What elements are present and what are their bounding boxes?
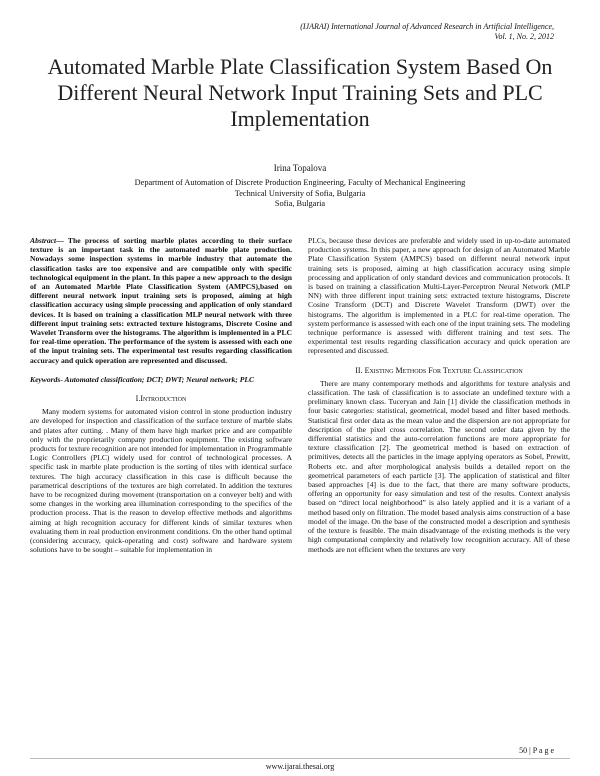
journal-volume: Vol. 1, No. 2, 2012 <box>494 32 554 41</box>
affiliation-line-1: Department of Automation of Discrete Production Engineering, Faculty of Mechanical Engineering <box>134 178 466 187</box>
footer-divider <box>30 758 570 759</box>
existing-methods-text: There are many contemporary methods and algorithms for texture analysis and classification. The task of classification is to associate an undefined texture with a preliminary known class. Tuceryan and Jain [1] divide the classification methods in four basic categories: statistical, geometrical, model based and filter based methods. Statistical first order data as the mean value and the dispersion are not appropriate for description of the pixel cross correlation. The second order data given by the differential statistics and the auto-correlation functions are more appropriate for texture classification [2]. The geometrical method is based on extraction of primitives, detects all the particles in the image applying operators as Sobel, Prewitt, Roberts etc. and after morphological analysis builds a detailed report on the geometrical parameters of each particle [3]. The application of statistical and filter based approaches [4] is due to the fact, that there are many software products, offering an opportunity for easy simulation and test of the results. Context analysis based on “direct local neighborhood” is also lately applied and it is a variant of a method based only on filtration. The model based analysis aims construction of a base model of the image. On the base of the constructed model a description and synthesis of the texture is feasible. The main disadvantage of the existing methods is the very high computational complexity and relatively low recognition accuracy. All of these methods are not efficient when the textures are very <box>308 378 570 554</box>
abstract <box>30 236 292 365</box>
author-affiliation <box>40 178 560 210</box>
page-number: 50 | P a g e <box>519 746 554 755</box>
abstract-label: Abstract <box>30 236 57 245</box>
section-heading-existing-methods: II. Existing Methods For Texture Classification <box>355 365 523 375</box>
left-column <box>30 236 292 555</box>
journal-name: (IJARAI) International Journal of Advanced Research in Artificial Intelligence, <box>300 22 554 31</box>
paper-title: Automated Marble Plate Classification System Based On Different Neural Network Input Training Sets and PLC Implementation <box>47 54 553 131</box>
author-name: Irina Topalova <box>273 163 327 173</box>
affiliation-line-3: Sofia, Bulgaria <box>274 199 326 208</box>
keywords: Keywords- Automated classification; DCT; DWT; Neural network; PLC <box>30 374 255 384</box>
footer-url: www.ijarai.thesai.org <box>265 762 335 771</box>
right-column <box>308 236 570 554</box>
introduction-continued: PLCs, because these devices are preferable and widely used in up-to-date automated production systems. In this paper, a new approach for design of an Automated Marble Plate Classification System (AMPCS) based on different neural network input training sets is proposed, aiming at high classification accuracy using simple processing and application of only standard devices and communication protocols. It is based on training a classification Multi-Layer-Perceptron Neural Network (MLP NN) with three different input training sets: extracted texture histograms, Discrete Cosine Transform (DCT) and Discrete Wavelet Transform (DWT) over the histograms. The algorithm is implemented in a PLC for real-time operation. The system performance is assessed with each one of the input training sets. The modeling technique performance is assessed with different training and test sets. The experimental test results regarding classification accuracy and quick operation are represented and discussed. <box>308 236 570 356</box>
section-heading-introduction: I.Introduction <box>135 394 187 404</box>
abstract-text: — The process of sorting marble plates according to their surface texture is an important task in the automated marble plate production. Nowadays some inspection systems in marble industry that automate the classification tasks are too expensive and are compatible only with specific technological equipment in the plant. In this paper a new approach to the design of an Automated Marble Plate Classification System (AMPCS),based on different neural network input training sets is proposed, aiming at high classification accuracy using simple processing and application of only standard devices. It is based on training a classification MLP neural network with three different input training sets: extracted texture histograms, Discrete Cosine and Wavelet Transform over the histograms. The algorithm is implemented in a PLC for real-time operation. The performance of the system is assessed with each one of the input training sets. The experimental test results regarding classification accuracy and quick operation are represented and discussed. <box>30 236 292 365</box>
introduction-text: Many modern systems for automated vision control in stone production industry are developed for inspection and classification of the surface texture of marble slabs and plates after cutting. . Many of them have high market price and are compatible only with the proprietarily company production equipment. The existing software products for texture recognition are not intended for implementation in Programmable Logic Controllers (PLC) widely used for control of technological processes. A specific task in marble plate production is the sorting of tiles with identical surface textures. The high accuracy classification in this case is difficult because the parametrical descriptions of the textures are high correlated. In addition the textures have to be recognized during movement (transportation on a conveyer belt) and with some changes in the working area illumination corresponding to the specifics of the production process. That is the reason to develop effective methods and algorithms aiming at high recognition accuracy for different kinds of similar textures when evaluating them in real production environment conditions. On the other hand optimal (considering accuracy, quick-operating and cost) software and hardware system solutions have to be sought – suitable for implementation in <box>30 407 292 555</box>
journal-header <box>194 22 554 42</box>
affiliation-line-2: Technical University of Sofia, Bulgaria <box>234 188 366 198</box>
